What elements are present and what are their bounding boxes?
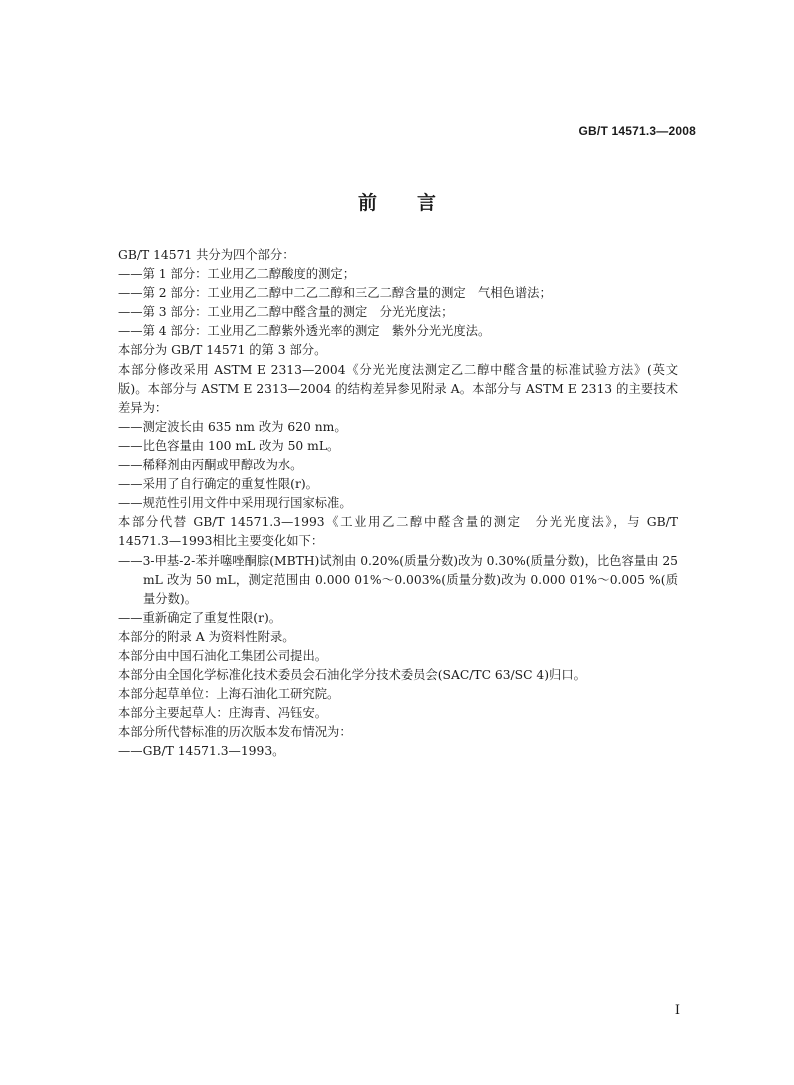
paragraph-history-intro: 本部分所代替标准的历次版本发布情况为： <box>118 725 352 740</box>
list-item-repeatability: ——采用了自行确定的重复性限(r)。 <box>118 477 318 492</box>
paragraph-drafters: 本部分主要起草人：庄海青、冯钰安。 <box>118 706 328 721</box>
list-item-part-4: ——第 4 部分：工业用乙二醇紫外透光率的测定 紫外分光光度法。 <box>118 324 491 339</box>
foreword-body <box>118 246 678 762</box>
list-item-part-1: ——第 1 部分：工业用乙二醇酸度的测定； <box>118 267 355 282</box>
paragraph-this-part: 本部分为 GB/T 14571 的第 3 部分。 <box>118 343 327 358</box>
paragraph-replaces: 本部分代替 GB/T 14571.3—1993《工业用乙二醇中醛含量的测定 分光光度法》，与 GB/T 14571.3—1993相比主要变化如下： <box>118 515 678 549</box>
list-item-diluent: ——稀释剂由丙酮或甲醇改为水。 <box>118 458 303 473</box>
list-item-wavelength: ——测定波长由 635 nm 改为 620 nm。 <box>118 419 347 434</box>
paragraph-parts-intro: GB/T 14571 共分为四个部分： <box>118 248 295 262</box>
paragraph-drafting-unit: 本部分起草单位：上海石油化工研究院。 <box>118 687 340 702</box>
list-item-history-1993: ——GB/T 14571.3—1993。 <box>118 744 285 759</box>
list-item-part-2: ——第 2 部分：工业用乙二醇中二乙二醇和三乙二醇含量的测定 气相色谱法； <box>118 286 552 301</box>
list-item-volume: ——比色容量由 100 mL 改为 50 mL。 <box>118 438 340 453</box>
page-number: I <box>674 1003 680 1018</box>
list-item-part-3: ——第 3 部分：工业用乙二醇中醛含量的测定 分光光度法； <box>118 305 454 320</box>
paragraph-centralized-by: 本部分由全国化学标准化技术委员会石油化学分技术委员会(SAC/TC 63/SC 4)归口。 <box>118 668 586 683</box>
standard-code: GB/T 14571.3—2008 <box>578 124 696 138</box>
paragraph-annex: 本部分的附录 A 为资料性附录。 <box>118 629 295 644</box>
list-item-redetermined-repeatability: ——重新确定了重复性限(r)。 <box>118 610 282 625</box>
paragraph-astm-adoption: 本部分修改采用 ASTM E 2313—2004《分光光度法测定乙二醇中醛含量的标准试验方法》(英文版)。本部分与 ASTM E 2313—2004 的结构差异参见附录 A。本部分与 ASTM E 2313 的主要技术差异为： <box>118 362 678 415</box>
paragraph-proposed-by: 本部分由中国石油化工集团公司提出。 <box>118 648 328 663</box>
page-title: 前言 <box>357 192 476 214</box>
list-item-normative-references: ——规范性引用文件中采用现行国家标准。 <box>118 496 352 511</box>
list-item-mbth-change: ——3-甲基-2-苯并噻唑酮腙(MBTH)试剂由 0.20%(质量分数)改为 0.30%(质量分数)，比色容量由 25 mL 改为 50 mL，测定范围由 0.000 01%～0.003%(质量分数)改为 0.000 01%～0.005 %(质量分数)。 <box>118 553 678 606</box>
